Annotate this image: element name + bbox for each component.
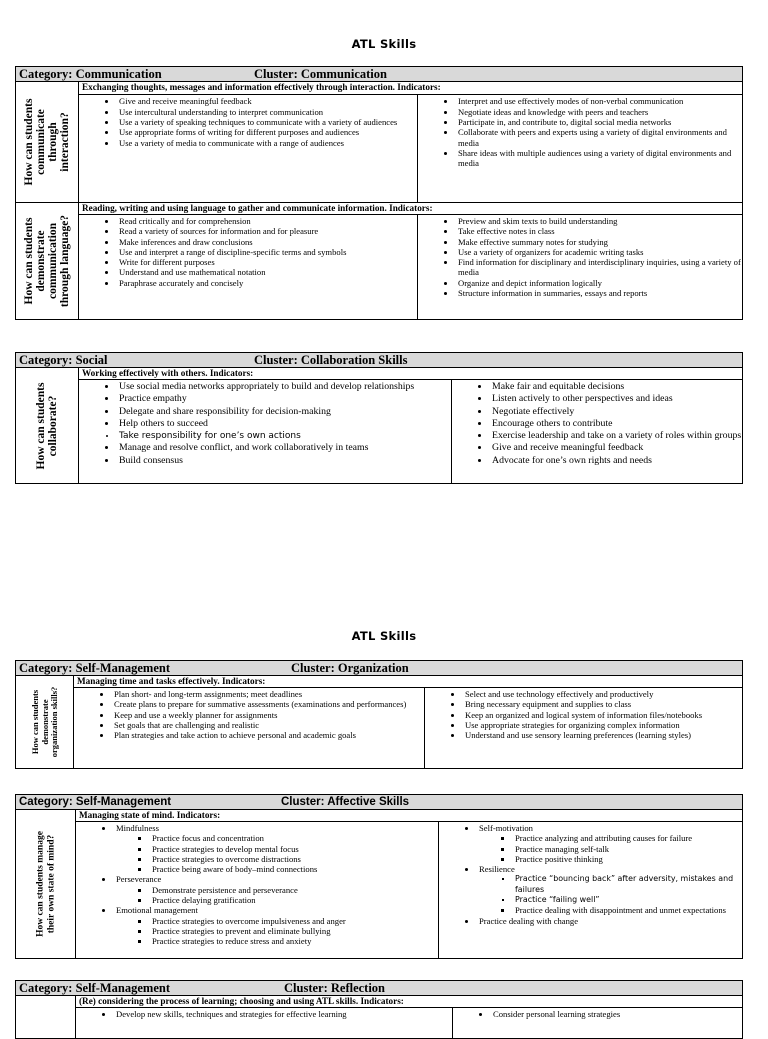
question-cell (16, 810, 76, 959)
list-item: • Find information for disciplinary and interdisciplinary inquiries, using a variety of media (456, 257, 742, 278)
sub-list-item: ▪ Practice focus and concentration (150, 833, 438, 843)
question-cell (16, 368, 79, 484)
category-header (16, 67, 743, 82)
list-item: • Participate in, and contribute to, digital social media networks (456, 117, 742, 127)
list-item: • Keep an organized and logical system of information files/notebooks (463, 710, 742, 720)
list-item: • Develop new skills, techniques and strategies for effective learning (114, 1009, 452, 1019)
sub-list-item: ▪ Practice delaying gratification (150, 895, 438, 905)
list-item: • Structure information in summaries, essays and reports (456, 288, 742, 298)
list-item: • Manage and resolve conflict, and work collaboratively in teams (117, 442, 451, 454)
indicator-list-left (79, 380, 452, 484)
page-title: ATL Skills (351, 629, 417, 643)
sub-list-item: ▪ Practice strategies to reduce stress and anxiety (150, 936, 438, 946)
list-item: • Practice dealing with change (477, 916, 742, 926)
question-cell (16, 996, 76, 1039)
cluster-label: Cluster: Reflection (284, 981, 386, 995)
reflection-table (15, 980, 743, 1039)
list-item: • Negotiate ideas and knowledge with peers and teachers (456, 107, 742, 117)
list-item: • Take effective notes in class (456, 226, 742, 236)
category-header (16, 981, 743, 996)
list-item: • Encourage others to contribute (490, 418, 742, 430)
list-item: • Give and receive meaningful feedback (490, 442, 742, 454)
list-item: • Use appropriate strategies for organizing complex information (463, 720, 742, 730)
list-item: • Write for different purposes (117, 257, 417, 267)
indicator-list-left (76, 822, 439, 959)
question-text: How can students collaborate? (35, 382, 59, 469)
list-item: • Use and interpret a range of discipline-specific terms and symbols (117, 247, 417, 257)
list-item: • Make fair and equitable decisions (490, 381, 742, 393)
sub-list-item: ▪ Practice analyzing and attributing causes for failure (513, 833, 742, 843)
indicator-list-left (76, 1008, 453, 1039)
sub-list-item: ▪ Practice dealing with disappointment and unmet expectations (513, 905, 742, 915)
list-item: • Perseverance ▪ Demonstrate persistence and perseverance ▪ Practice delaying gratification (114, 874, 438, 905)
list-item: • Set goals that are challenging and realistic (112, 720, 424, 730)
list-item: • Use a variety of organizers for academic writing tasks (456, 247, 742, 257)
list-item: • Delegate and share responsibility for decision-making (117, 406, 451, 418)
list-item: • Understand and use mathematical notation (117, 267, 417, 277)
list-item: • Keep and use a weekly planner for assignments (112, 710, 424, 720)
list-item: • Help others to succeed (117, 418, 451, 430)
category-header (16, 661, 743, 676)
cluster-label: Cluster: Collaboration Skills (254, 353, 408, 367)
list-item: • Make inferences and draw conclusions (117, 237, 417, 247)
indicator-list-right (418, 95, 743, 203)
question-text: How can students communicate through interaction? (23, 98, 71, 186)
list-item: • Exercise leadership and take on a variety of roles within groups (490, 430, 742, 442)
question-text: How can students manage their own state of mind? (35, 831, 56, 937)
list-item: • Use a variety of speaking techniques to communicate with a variety of audiences (117, 117, 417, 127)
list-item: • Understand and use sensory learning preferences (learning styles) (463, 730, 742, 740)
category-label: Category: Self-Management (19, 981, 170, 995)
list-item: • Use intercultural understanding to interpret communication (117, 107, 417, 117)
sub-list-item: ▪ Practice “failing well” (513, 895, 742, 905)
indicator-list-left (79, 215, 418, 320)
indicator-text: Working effectively with others. Indicators: (79, 368, 743, 380)
indicator-text: Managing time and tasks effectively. Indicators: (74, 676, 743, 688)
question-cell (16, 82, 79, 203)
list-item: • Bring necessary equipment and supplies to class (463, 699, 742, 709)
list-item: • Use social media networks appropriately to build and develop relationships (117, 381, 451, 393)
list-item: • Emotional management ▪ Practice strategies to overcome impulsiveness and anger ▪ Practice strategies to prevent and eliminate bullying ▪ Practice strategies to reduce stress and anxiety (114, 905, 438, 946)
list-item: • Build consensus (117, 455, 451, 467)
category-label: Category: Social (19, 353, 108, 367)
list-item: • Negotiate effectively (490, 406, 742, 418)
list-item: • Plan short- and long-term assignments; meet deadlines (112, 689, 424, 699)
list-item: • Paraphrase accurately and concisely (117, 278, 417, 288)
communication-table (15, 66, 743, 320)
list-item: • Use appropriate forms of writing for different purposes and audiences (117, 127, 417, 137)
sub-list-item: ▪ Practice strategies to prevent and eliminate bullying (150, 926, 438, 936)
list-item: • Advocate for one’s own rights and needs (490, 455, 742, 467)
sub-list-item: ▪ Practice managing self-talk (513, 844, 742, 854)
list-item: • Share ideas with multiple audiences using a variety of digital environments and media (456, 148, 742, 169)
social-table (15, 352, 743, 484)
sub-list-item: ▪ Practice strategies to overcome impulsiveness and anger (150, 916, 438, 926)
question-cell (16, 203, 79, 320)
page-title: ATL Skills (351, 37, 417, 51)
category-header (16, 795, 743, 810)
list-item: • Read critically and for comprehension (117, 216, 417, 226)
cluster-label: Cluster: Communication (254, 67, 387, 81)
sub-list-item: ▪ Practice strategies to develop mental focus (150, 844, 438, 854)
list-item: • Give and receive meaningful feedback (117, 96, 417, 106)
cluster-label: Cluster: Organization (291, 661, 409, 675)
sub-list-item: ▪ Practice being aware of body–mind connections (150, 864, 438, 874)
sub-list-item: ▪ Practice positive thinking (513, 854, 742, 864)
question-cell (16, 676, 74, 769)
indicator-list-right (452, 380, 743, 484)
indicator-list-right (425, 688, 743, 769)
cluster-label: Cluster: Affective Skills (281, 796, 410, 808)
question-text: How can students demonstrate communication through language? (23, 214, 71, 308)
list-item: • Collaborate with peers and experts using a variety of digital environments and media (456, 127, 742, 148)
list-item: • Create plans to prepare for summative assessments (examinations and performances) (112, 699, 424, 709)
indicator-text: Reading, writing and using language to gather and communicate information. Indicators: (79, 203, 743, 215)
list-item: • Organize and depict information logically (456, 278, 742, 288)
indicator-text: Managing state of mind. Indicators: (76, 810, 743, 822)
list-item: • Preview and skim texts to build understanding (456, 216, 742, 226)
indicator-list-left (79, 95, 418, 203)
sub-list-item: ▪ Demonstrate persistence and perseverance (150, 885, 438, 895)
category-label: Category: Self-Management (19, 796, 172, 808)
category-header (16, 353, 743, 368)
sub-list-item: ▪ Practice “bouncing back” after adversity, mistakes and failures (513, 874, 742, 895)
indicator-text: Exchanging thoughts, messages and information effectively through interaction. Indicators: (79, 82, 743, 95)
indicator-list-right (418, 215, 743, 320)
list-item: • Self-motivation ▪ Practice analyzing and attributing causes for failure ▪ Practice managing self-talk ▪ Practice positive thinking (477, 823, 742, 864)
list-item: • Listen actively to other perspectives and ideas (490, 393, 742, 405)
category-label: Category: Self-Management (19, 661, 170, 675)
list-item: • Make effective summary notes for studying (456, 237, 742, 247)
indicator-list-right (439, 822, 743, 959)
question-text: How can students demonstrate organization skills? (29, 686, 59, 758)
indicator-list-right (453, 1008, 743, 1039)
affective-table (15, 794, 743, 959)
list-item: • Practice empathy (117, 393, 451, 405)
list-item: • Resilience ▪ Practice “bouncing back” after adversity, mistakes and failures ▪ Practice “failing well” ▪ Practice dealing with disappointment and unmet expectations (477, 864, 742, 915)
list-item: • Read a variety of sources for information and for pleasure (117, 226, 417, 236)
list-item: • Consider personal learning strategies (491, 1009, 742, 1019)
sub-list-item: ▪ Practice strategies to overcome distractions (150, 854, 438, 864)
list-item: • Mindfulness ▪ Practice focus and concentration ▪ Practice strategies to develop mental focus ▪ Practice strategies to overcome distractions ▪ Practice being aware of body–mind connections (114, 823, 438, 874)
list-item: • Interpret and use effectively modes of non-verbal communication (456, 96, 742, 106)
list-item: • Plan strategies and take action to achieve personal and academic goals (112, 730, 424, 740)
list-item: • Take responsibility for one’s own actions (117, 430, 451, 442)
organization-table (15, 660, 743, 769)
indicator-list-left (74, 688, 425, 769)
list-item: • Select and use technology effectively and productively (463, 689, 742, 699)
indicator-text: (Re) considering the process of learning; choosing and using ATL skills. Indicators: (76, 996, 743, 1008)
list-item: • Use a variety of media to communicate with a range of audiences (117, 138, 417, 148)
category-label: Category: Communication (19, 67, 162, 81)
